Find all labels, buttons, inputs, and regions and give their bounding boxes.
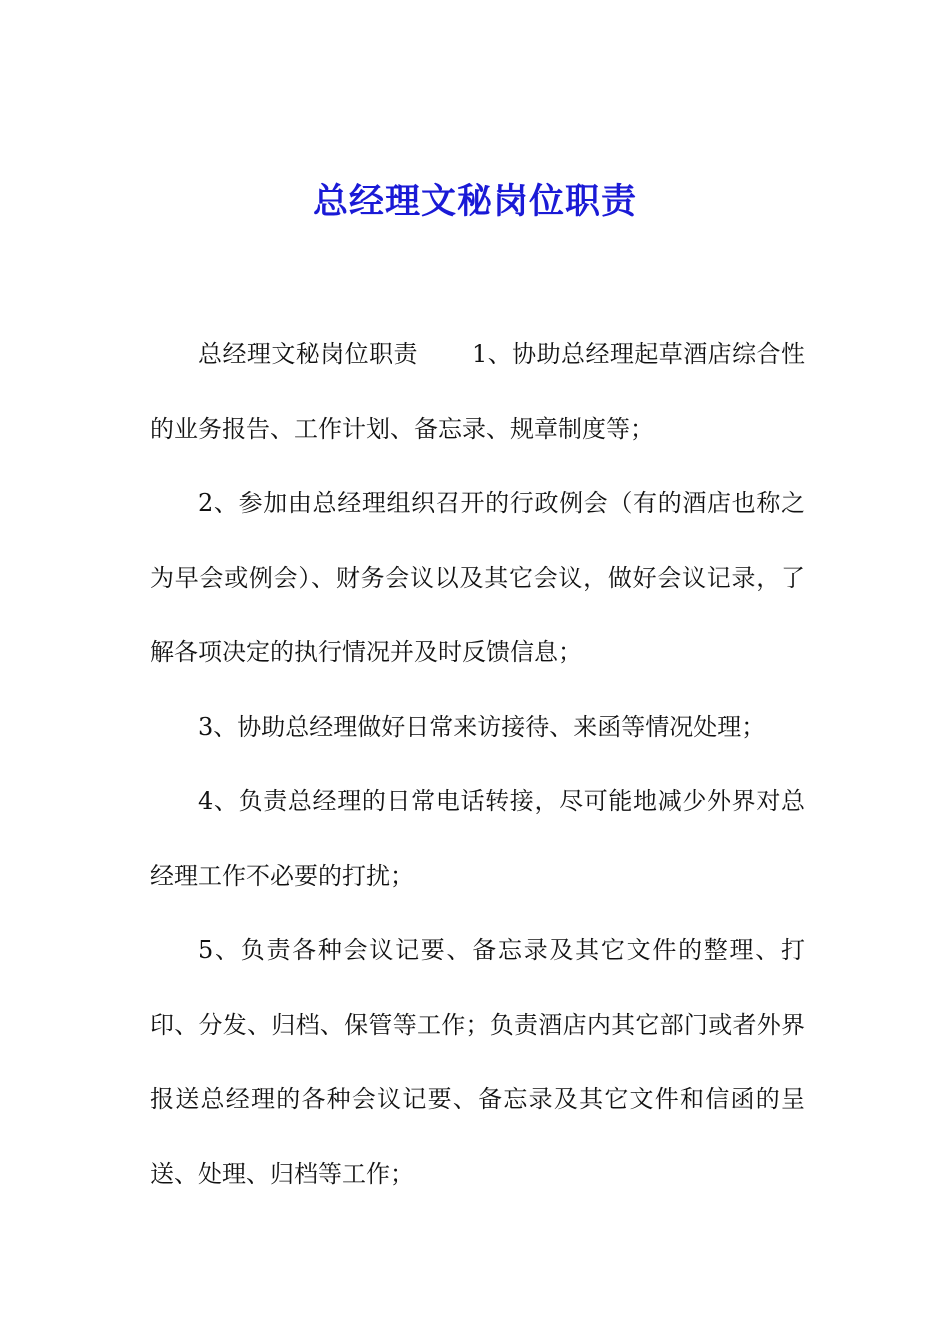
- paragraph-2: 2、参加由总经理组织召开的行政例会（有的酒店也称之为早会或例会）、财务会议以及其它会议，做好会议记录，了解各项决定的执行情况并及时反馈信息；: [150, 489, 805, 666]
- paragraph-text: 1、协助总经理起草酒店综合性的业务报告、工作计划、备忘录、规章制度等；: [150, 340, 805, 443]
- document-body: [150, 317, 805, 1211]
- paragraph-3: 3、协助总经理做好日常来访接待、来函等情况处理；: [198, 712, 766, 741]
- paragraph-4: 4、负责总经理的日常电话转接，尽可能地减少外界对总经理工作不必要的打扰；: [150, 787, 805, 890]
- intro-label: 总经理文秘岗位职责: [198, 340, 418, 368]
- paragraph-5: 5、负责各种会议记要、备忘录及其它文件的整理、打印、分发、归档、保管等工作；负责酒店内其它部门或者外界报送总经理的各种会议记要、备忘录及其它文件和信函的呈送、处理、归档等工作；: [150, 936, 805, 1188]
- document-title: 总经理文秘岗位职责: [312, 182, 637, 222]
- paragraph-1: [150, 317, 805, 466]
